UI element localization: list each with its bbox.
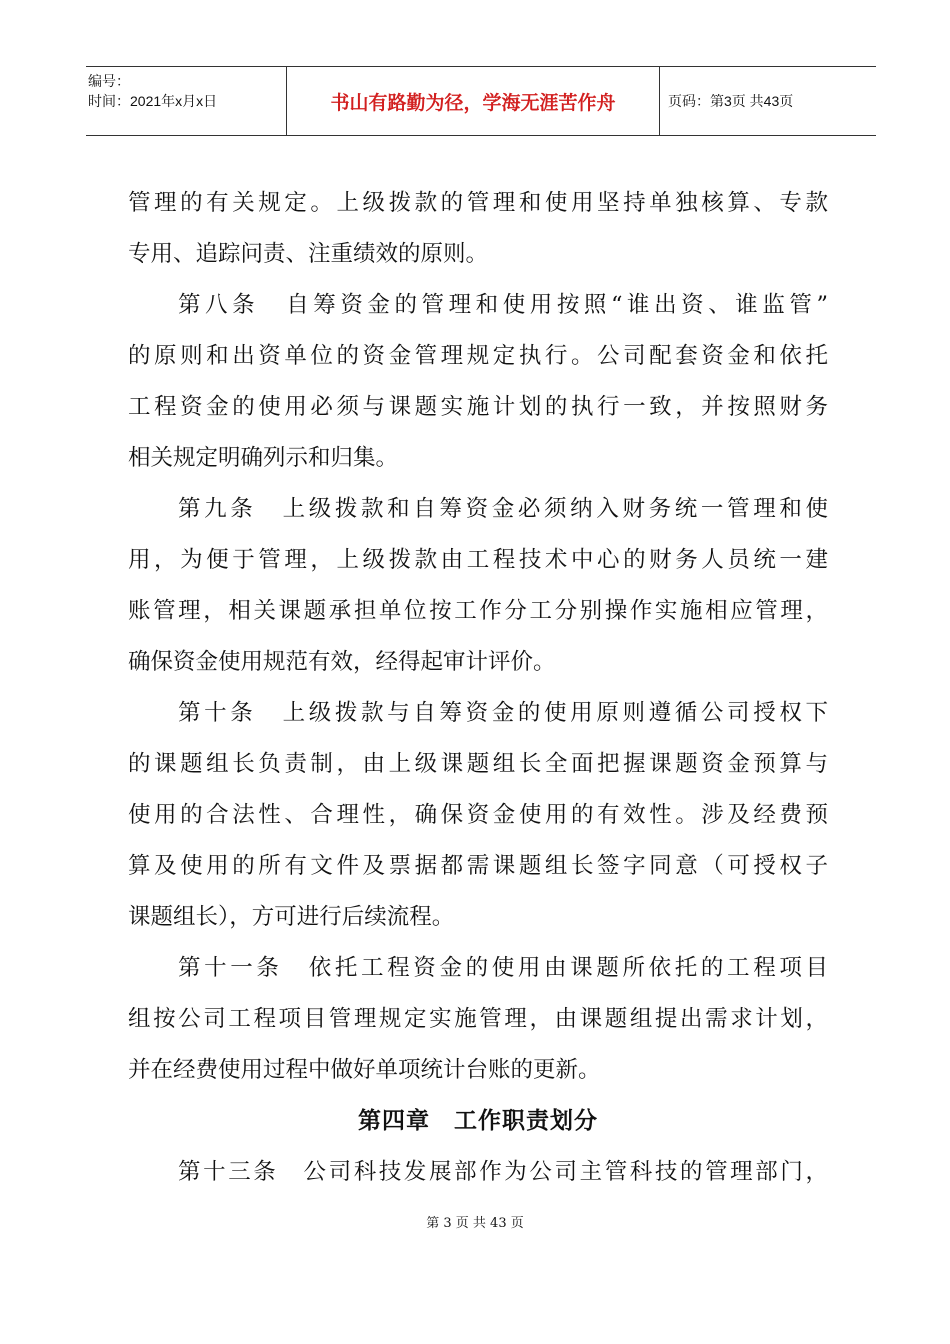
body-line: 的课题组长负责制，由上级课题组长全面把握课题资金预算与 [128, 751, 828, 777]
document-date: 时间：2021年x月x日 [88, 93, 218, 109]
body-line: 第十一条 依托工程资金的使用由课题所依托的工程项目 [178, 955, 828, 981]
body-line: 第八条 自筹资金的管理和使用按照“谁出资、谁监管” [178, 292, 828, 318]
body-line: 专用、追踪问责、注重绩效的原则。 [128, 241, 489, 267]
body-line: 组按公司工程项目管理规定实施管理，由课题组提出需求计划， [128, 1006, 828, 1032]
document-body [128, 178, 828, 1198]
header-page-info: 页码：第3页 共43页 [668, 93, 794, 109]
page-header [86, 66, 876, 136]
body-line: 第九条 上级拨款和自筹资金必须纳入财务统一管理和使 [178, 496, 828, 522]
body-line: 并在经费使用过程中做好单项统计台账的更新。 [128, 1057, 601, 1083]
body-line: 第十三条 公司科技发展部作为公司主管科技的管理部门， [178, 1159, 828, 1185]
page-footer: 第 3 页 共 43 页 [426, 1216, 524, 1231]
document-code: 编号： [88, 73, 130, 89]
chapter-title: 第四章 工作职责划分 [358, 1108, 598, 1134]
body-line: 使用的合法性、合理性，确保资金使用的有效性。涉及经费预 [128, 802, 828, 828]
body-line: 第十条 上级拨款与自筹资金的使用原则遵循公司授权下 [178, 700, 828, 726]
body-line: 管理的有关规定。上级拨款的管理和使用坚持单独核算、专款 [128, 190, 828, 216]
header-motto: 书山有路勤为径，学海无涯苦作舟 [286, 67, 660, 135]
body-line: 课题组长），方可进行后续流程。 [128, 904, 455, 930]
body-line: 账管理，相关课题承担单位按工作分工分别操作实施相应管理， [128, 598, 828, 624]
body-line: 算及使用的所有文件及票据都需课题组长签字同意（可授权子 [128, 853, 828, 879]
body-line: 用，为便于管理，上级拨款由工程技术中心的财务人员统一建 [128, 547, 828, 573]
body-line: 工程资金的使用必须与课题实施计划的执行一致，并按照财务 [128, 394, 828, 420]
header-meta [86, 67, 286, 135]
body-line: 的原则和出资单位的资金管理规定执行。公司配套资金和依托 [128, 343, 828, 369]
body-line: 确保资金使用规范有效，经得起审计评价。 [128, 649, 556, 675]
body-line: 相关规定明确列示和归集。 [128, 445, 399, 471]
